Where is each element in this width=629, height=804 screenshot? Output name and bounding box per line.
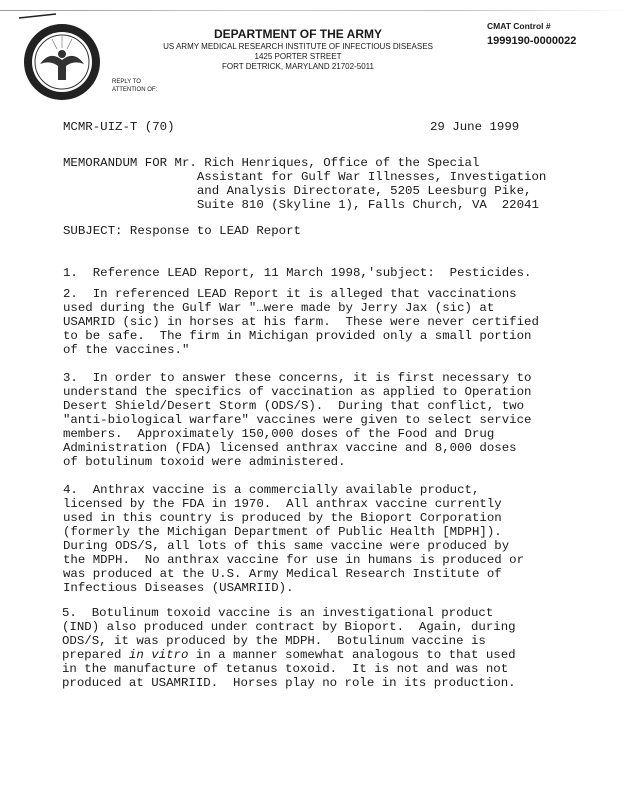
paragraph-line: 3. In order to answer these concerns, it is first necessary to — [63, 371, 532, 385]
reply-to-label: REPLY TO — [112, 79, 141, 85]
paragraph-line: (IND) also produced under contract by Bioport. Again, during — [62, 620, 516, 634]
subject-line: SUBJECT: Response to LEAD Report — [63, 224, 301, 238]
paragraph-line: Administration (FDA) licensed anthrax vaccine and 8,000 doses — [63, 441, 517, 455]
control-number: 1999190-0000022 — [487, 35, 577, 47]
paragraph-3 — [63, 371, 531, 469]
paragraph-4 — [63, 483, 524, 595]
paragraph-5 — [62, 606, 516, 690]
paragraph-line: in the manufacture of tetanus toxoid. It is not and was not — [62, 662, 509, 676]
paragraph-line: 2. In referenced LEAD Report it is alleged that vaccinations — [63, 287, 517, 301]
reply-to-block — [112, 78, 157, 94]
text-run: prepared — [62, 648, 129, 662]
italic-term: in vitro — [128, 648, 189, 662]
text-run: in a manner somewhat analogous to that used — [188, 648, 516, 662]
memo-for-line: Suite 810 (Skyline 1), Falls Church, VA 22041 — [63, 198, 539, 212]
paragraph-line: 4. Anthrax vaccine is a commercially available product, — [63, 483, 480, 497]
scan-edge-line — [0, 10, 629, 11]
paragraph-line: Infectious Diseases (USAMRIID). — [63, 581, 294, 595]
paragraph-line: was produced at the U.S. Army Medical Research Institute of — [63, 567, 502, 581]
paragraph-line: "anti-biological warfare" vaccines were given to select service — [63, 413, 532, 427]
paragraph-line: During ODS/S, all lots of this same vaccine were produced by — [63, 539, 510, 553]
street-address: 1425 PORTER STREET — [254, 52, 342, 61]
paragraph-line: of the vaccines." — [63, 343, 190, 357]
paragraph-line: members. Approximately 150,000 doses of the Food and Drug — [63, 427, 495, 441]
paragraph-line: (formerly the Michigan Department of Public Health [MDPH]). — [63, 525, 502, 539]
office-symbol: MCMR-UIZ-T (70) — [63, 120, 175, 134]
memorandum-for — [63, 156, 546, 212]
paragraph-line: used in this country is produced by the Bioport Corporation — [63, 511, 502, 525]
memo-for-line: and Analysis Directorate, 5205 Leesburg Pike, — [63, 184, 532, 198]
paragraph-1 — [63, 266, 531, 280]
attention-of-label: ATTENTION OF: — [112, 87, 158, 93]
paragraph-line: of botulinum toxoid were administered. — [63, 455, 346, 469]
department-title: DEPARTMENT OF THE ARMY — [214, 27, 382, 41]
dod-seal-icon — [22, 20, 102, 104]
paragraph-line: licensed by the FDA in 1970. All anthrax vaccine currently — [63, 497, 502, 511]
paragraph-2 — [63, 287, 539, 357]
memo-date: 29 June 1999 — [430, 120, 520, 134]
paragraph-line: USAMRID (sic) in horses at his farm. These were never certified — [63, 315, 539, 329]
paragraph-line: to be safe. The firm in Michigan provided only a small portion — [63, 329, 532, 343]
paragraph-line: used during the Gulf War "…were made by Jerry Jax (sic) at — [63, 301, 495, 315]
city-address: FORT DETRICK, MARYLAND 21702-5011 — [222, 62, 374, 71]
memo-for-line: MEMORANDUM FOR Mr. Rich Henriques, Office of the Special — [63, 156, 480, 170]
paragraph-line: the MDPH. No anthrax vaccine for use in humans is produced or — [63, 553, 525, 567]
paragraph-line: 1. Reference LEAD Report, 11 March 1998,'subject: Pesticides. — [63, 266, 532, 280]
control-label: CMAT Control # — [487, 21, 551, 31]
paragraph-line: Desert Shield/Desert Storm (ODS/S). During that conflict, two — [63, 399, 525, 413]
paragraph-line: ODS/S, it was produced by the MDPH. Botulinum vaccine is — [62, 634, 486, 648]
pen-mark-icon — [18, 12, 58, 20]
institute-name: US ARMY MEDICAL RESEARCH INSTITUTE OF INFECTIOUS DISEASES — [163, 42, 433, 51]
paragraph-line — [62, 648, 516, 662]
paragraph-line: produced at USAMRIID. Horses play no role in its production. — [62, 676, 516, 690]
paragraph-line: understand the specifics of vaccination as applied to Operation — [63, 385, 532, 399]
paragraph-line: 5. Botulinum toxoid vaccine is an investigational product — [62, 606, 494, 620]
memo-for-line: Assistant for Gulf War Illnesses, Investigation — [63, 170, 547, 184]
